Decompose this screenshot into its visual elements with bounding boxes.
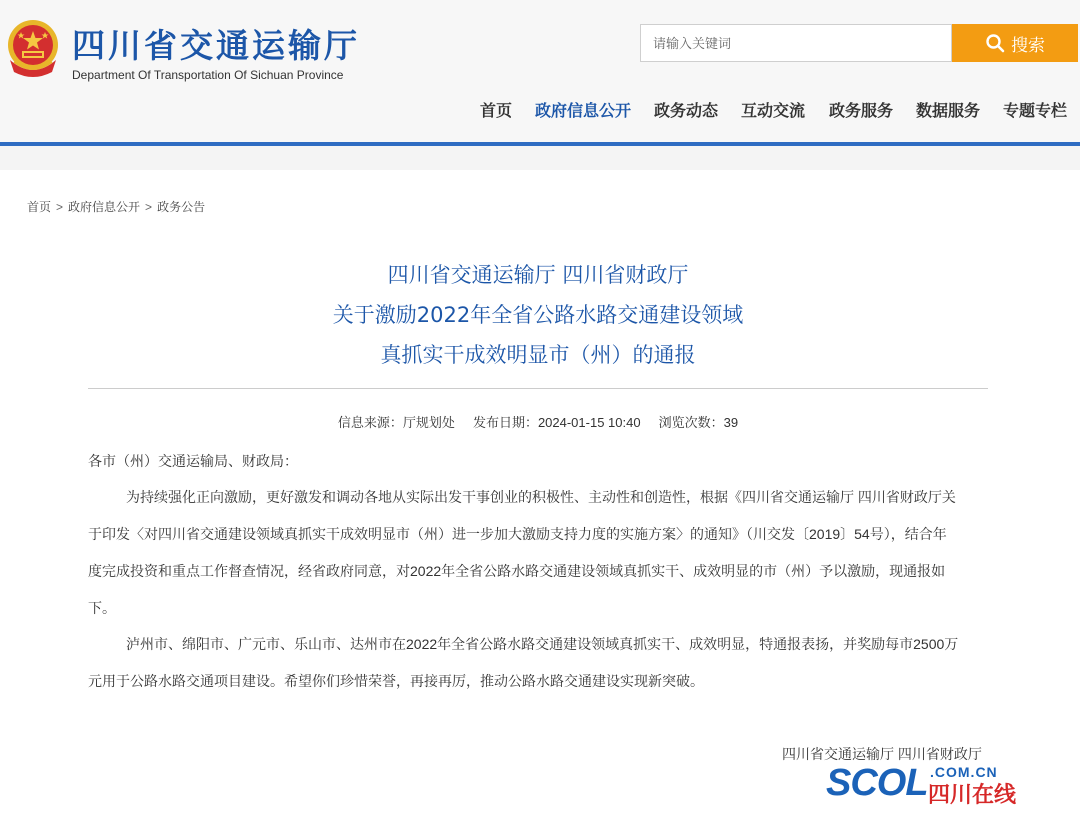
search-icon: [985, 33, 1005, 53]
article-meta: [88, 412, 988, 431]
nav-gov-info-public[interactable]: 政府信息公开: [535, 103, 632, 120]
nav-data-services[interactable]: 数据服务: [916, 103, 981, 120]
nav-interaction[interactable]: 互动交流: [741, 103, 806, 120]
breadcrumb-announcement[interactable]: 政务公告: [157, 200, 206, 214]
paragraph-line: 下。: [88, 600, 116, 616]
watermark-main: SCOL: [826, 762, 928, 804]
site-header: [0, 0, 1080, 143]
signature: 四川省交通运输厅 四川省财政厅: [782, 746, 982, 762]
site-subtitle: Department Of Transportation Of Sichuan Province: [72, 68, 344, 82]
paragraph-line: 元用于公路水路交通项目建设。希望你们珍惜荣誉，再接再厉，推动公路水路交通建设实现新突破。: [88, 673, 704, 689]
watermark-domain: .COM.CN: [930, 764, 998, 780]
salutation: 各市（州）交通运输局、财政局：: [88, 453, 298, 469]
nav-special-topics[interactable]: 专题专栏: [1003, 103, 1068, 120]
paragraph-line: 度完成投资和重点工作督查情况，经省政府同意，对2022年全省公路水路交通建设领域真抓实干、成效明显的市（州）予以激励，现通报如: [88, 563, 946, 579]
search-button[interactable]: [952, 24, 1078, 62]
article-title-line: 四川省交通运输厅 四川省财政厅: [387, 263, 689, 287]
section-gap: [0, 146, 1080, 170]
breadcrumb-home[interactable]: 首页: [27, 200, 52, 214]
paragraph-line: 为持续强化正向激励，更好激发和调动各地从实际出发干事创业的积极性、主动性和创造性，根据《四川省交通运输厅 四川省财政厅关: [126, 489, 956, 505]
info-source: 信息来源：厅规划处: [337, 415, 455, 430]
scol-watermark-logo: [826, 760, 1036, 810]
title-divider: [88, 388, 988, 389]
watermark-cn: 四川在线: [928, 783, 1017, 808]
article-title-line: 关于激励2022年全省公路水路交通建设领域: [332, 303, 744, 327]
publish-date: 发布日期：2024-01-15 10:40: [472, 415, 641, 430]
breadcrumb-separator: >: [145, 200, 153, 214]
search-input[interactable]: [640, 24, 952, 62]
breadcrumb: [27, 198, 205, 215]
nav-gov-news[interactable]: 政务动态: [654, 103, 719, 120]
breadcrumb-gov-info[interactable]: 政府信息公开: [68, 200, 141, 214]
national-emblem-icon: [4, 18, 62, 80]
nav-home[interactable]: 首页: [480, 103, 513, 120]
paragraph-line: 泸州市、绵阳市、广元市、乐山市、达州市在2022年全省公路水路交通建设领域真抓实干、成效明显，特通报表扬，并奖励每市2500万: [126, 636, 959, 652]
search-button-label: 搜索: [1011, 35, 1045, 55]
nav-gov-services[interactable]: 政务服务: [829, 103, 894, 120]
breadcrumb-separator: >: [56, 200, 64, 214]
view-count: 浏览次数：39: [658, 415, 739, 430]
article-title-line: 真抓实干成效明显市（州）的通报: [380, 343, 696, 367]
site-title[interactable]: 四川省交通运输厅: [72, 26, 360, 65]
main-nav: [0, 98, 1080, 122]
paragraph-line: 于印发〈对四川省交通建设领域真抓实干成效明显市（州）进一步加大激励支持力度的实施方案〉的通知》（川交发〔2019〕54号），结合年: [88, 526, 947, 542]
